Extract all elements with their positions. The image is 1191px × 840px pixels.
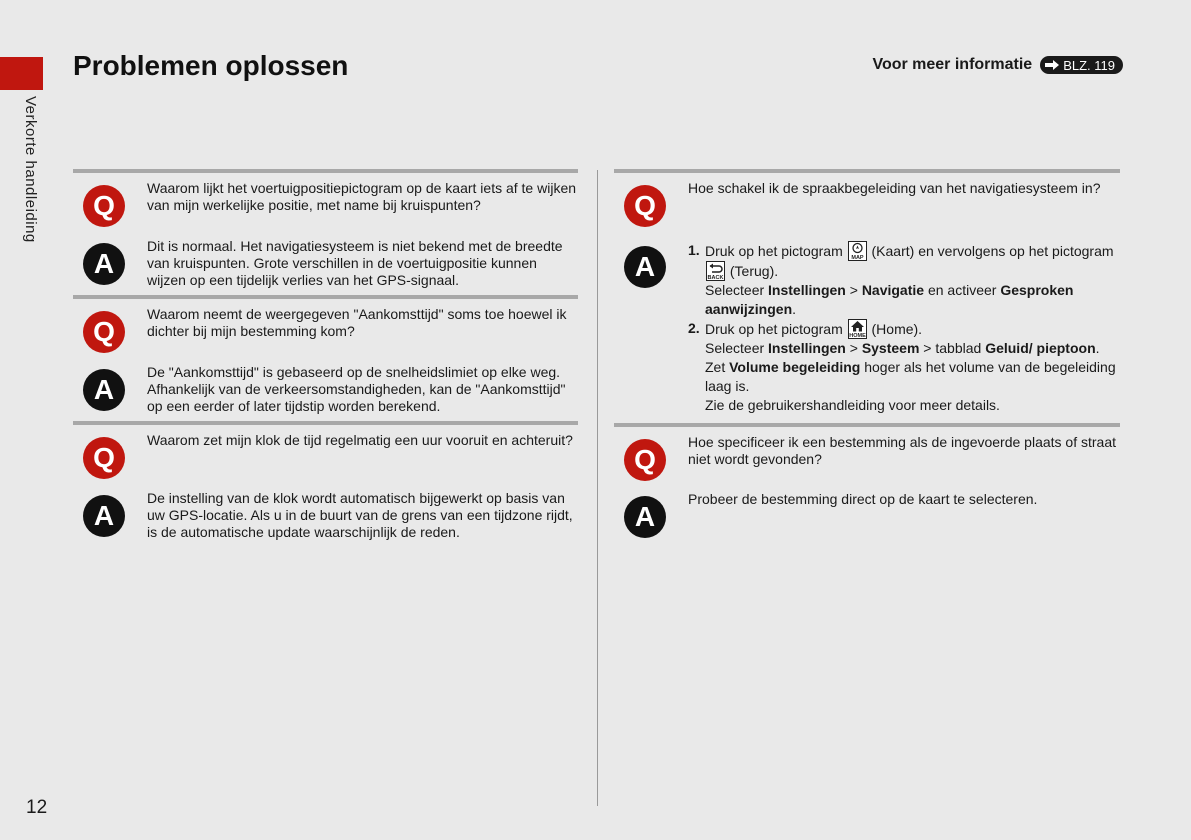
question-row <box>614 434 1120 481</box>
step-text: . <box>792 301 797 317</box>
step-text: Zet <box>705 359 726 375</box>
side-section-label: Verkorte handleiding <box>22 96 39 243</box>
step-text: . <box>1095 340 1100 356</box>
home-button-icon <box>848 319 867 339</box>
section-tab-marker <box>0 57 43 90</box>
answer-text: De "Aankomsttijd" is gebaseerd op de snelheidslimiet op elke weg. Afhankelijk van de verkeersomstandigheden, kan de "Aankomsttijd" op een eerder of later tijdstip worden berekend. <box>147 364 566 414</box>
back-button-label: BACK <box>707 275 724 281</box>
step-text: en activeer <box>927 282 997 298</box>
more-info-reference <box>872 56 1123 74</box>
menu-item-instellingen: Instellingen <box>768 282 846 298</box>
step-number: 1. <box>688 242 700 258</box>
menu-item-navigatie: Navigatie <box>861 282 925 298</box>
step-item <box>688 319 1120 415</box>
menu-item-instellingen: Instellingen <box>768 340 846 356</box>
step-number: 2. <box>688 320 700 336</box>
question-row <box>73 180 578 230</box>
step-text: > tabblad <box>923 340 982 356</box>
home-button-label: HOME <box>848 333 866 339</box>
setting-volume-begeleiding: Volume begeleiding <box>729 359 861 375</box>
question-text: Waarom zet mijn klok de tijd regelmatig een uur vooruit en achteruit? <box>147 432 573 448</box>
step-text: (Kaart) en vervolgens op het pictogram <box>871 243 1114 259</box>
back-button-icon <box>706 261 725 281</box>
menu-item-systeem: Systeem <box>861 340 920 356</box>
step-text: Zie de gebruikershandleiding voor meer details. <box>705 397 1000 413</box>
answer-badge-icon: A <box>83 369 125 411</box>
qa-block <box>73 421 578 547</box>
step-text: Druk op het pictogram <box>705 321 843 337</box>
answer-badge-icon: A <box>83 243 125 285</box>
question-row <box>614 180 1120 227</box>
answer-badge-icon: A <box>624 246 666 288</box>
step-text: Druk op het pictogram <box>705 243 843 259</box>
menu-separator: > <box>849 340 858 356</box>
map-button-label: MAP <box>851 255 864 261</box>
answer-row <box>614 491 1120 538</box>
map-button-icon <box>848 241 867 261</box>
step-text: Selecteer <box>705 282 765 298</box>
left-qa-column <box>73 169 578 547</box>
qa-block <box>73 295 578 421</box>
qa-block <box>614 423 1120 548</box>
question-badge-icon: Q <box>83 437 125 479</box>
answer-text <box>688 241 1120 415</box>
answer-row <box>73 364 578 415</box>
page-reference-text: BLZ. 119 <box>1063 57 1115 73</box>
setting-gesproken-aanwijzingen: Gesproken aanwijzingen <box>705 282 1074 317</box>
menu-separator: > <box>849 282 858 298</box>
step-text: (Home). <box>871 321 923 337</box>
step-list <box>688 241 1120 415</box>
step-text: Selecteer <box>705 340 765 356</box>
arrow-right-icon <box>1044 59 1060 71</box>
answer-badge-icon: A <box>624 496 666 538</box>
page-number: 12 <box>26 797 48 818</box>
answer-text: Probeer de bestemming direct op de kaart te selecteren. <box>688 491 1038 507</box>
column-divider <box>597 170 598 806</box>
question-row <box>73 306 578 356</box>
step-text: (Terug). <box>729 263 779 279</box>
question-badge-icon: Q <box>83 185 125 227</box>
answer-row <box>73 490 578 541</box>
more-info-label: Voor meer informatie <box>872 56 1033 73</box>
page-title: Problemen oplossen <box>73 50 349 81</box>
answer-row <box>614 241 1120 415</box>
step-text: hoger als het volume van de begeleiding laag is. <box>705 359 1116 394</box>
answer-text: De instelling van de klok wordt automatisch bijgewerkt op basis van uw GPS-locatie. Als u in de buurt van de grens van een tijdzone rijdt, is de automatische update waarschijnlijk de reden. <box>147 490 573 540</box>
question-text: Hoe specificeer ik een bestemming als de ingevoerde plaats of straat niet wordt gevonden? <box>688 434 1117 467</box>
qa-block <box>614 169 1120 423</box>
question-text: Waarom lijkt het voertuigpositiepictogram op de kaart iets af te wijken van mijn werkelijke positie, met name bij kruispunten? <box>147 180 577 213</box>
question-text: Hoe schakel ik de spraakbegeleiding van het navigatiesysteem in? <box>688 180 1101 196</box>
page-reference-link[interactable] <box>1040 56 1123 74</box>
right-qa-column <box>614 169 1120 548</box>
question-badge-icon: Q <box>624 439 666 481</box>
question-text: Waarom neemt de weergegeven "Aankomsttijd" soms toe hoewel ik dichter bij mijn bestemming kom? <box>147 306 567 339</box>
question-badge-icon: Q <box>83 311 125 353</box>
answer-row <box>73 238 578 289</box>
question-badge-icon: Q <box>624 185 666 227</box>
tab-geluid-pieptoon: Geluid/ pieptoon <box>985 340 1096 356</box>
answer-badge-icon: A <box>83 495 125 537</box>
qa-block <box>73 169 578 295</box>
step-item <box>688 241 1120 319</box>
question-row <box>73 432 578 482</box>
answer-text: Dit is normaal. Het navigatiesysteem is niet bekend met de breedte van kruispunten. Grote verschillen in de voertuigpositie kunnen wijzen op een tijdelijk verlies van het GPS-signaal. <box>147 238 563 288</box>
